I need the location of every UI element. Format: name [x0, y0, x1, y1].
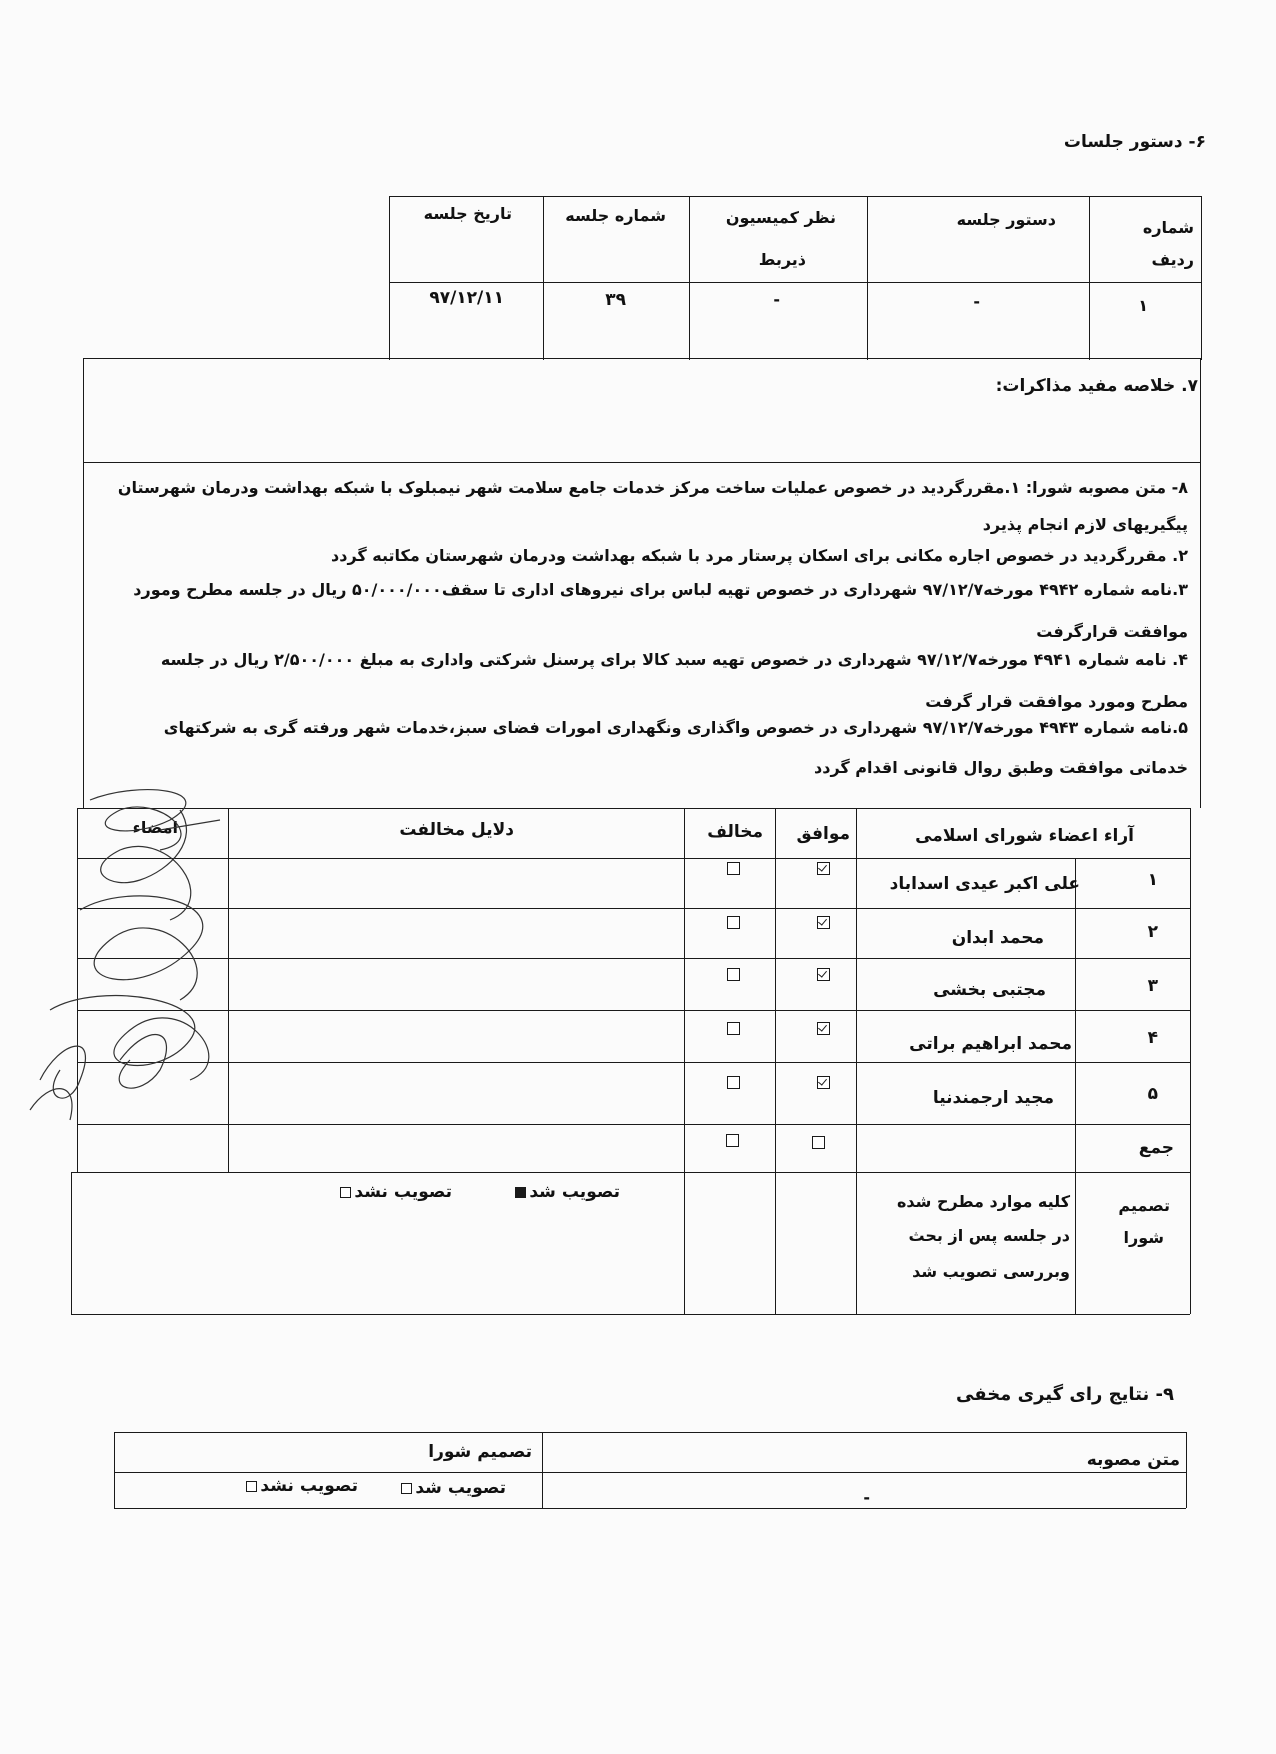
secret-approved-checkbox[interactable] [401, 1483, 412, 1494]
section7-title: ۷. خلاصه مفید مذاکرات: [995, 376, 1198, 396]
secret-approved-label: تصویب شد [415, 1478, 506, 1498]
resolution-line: ۴. نامه شماره ۴۹۴۱ مورخه۹۷/۱۲/۷ شهرداری در خصوص تهیه سبد کالا برای پرسنل شرکتی واداری به مبلغ ۲/۵۰۰/۰۰۰ ریال در جلسه [160, 650, 1188, 669]
secret-approved-option[interactable] [398, 1478, 506, 1498]
disagree-checkbox[interactable] [727, 968, 740, 981]
session-no-value: ۳۹ [605, 290, 626, 310]
approved-checkbox[interactable] [515, 1187, 526, 1198]
session-date-value: ۹۷/۱۲/۱۱ [429, 288, 504, 308]
disagree-checkbox[interactable] [727, 1076, 740, 1089]
secret-rejected-option[interactable] [243, 1476, 358, 1496]
disagree-checkbox[interactable] [727, 1022, 740, 1035]
resolution-line: ۳.نامه شماره ۴۹۴۲ مورخه۹۷/۱۲/۷ شهرداری در خصوص تهیه لباس برای نیروهای اداری تا سقف۵۰/۰۰۰/۰۰۰ ریال در جلسه مطرح ومورد [133, 580, 1188, 599]
member-no: ۴ [1147, 1028, 1158, 1048]
header-agenda: دستور جلسه [956, 210, 1056, 229]
header-session-date: تاریخ جلسه [423, 204, 512, 223]
decision-label: تصمیم [1118, 1196, 1170, 1215]
total-agree-checkbox[interactable] [812, 1136, 825, 1149]
header-committee-2: ذیربط [758, 250, 806, 269]
resolution-line: ۵.نامه شماره ۴۹۴۳ مورخه۹۷/۱۲/۷ شهرداری در خصوص واگذاری ونگهداری امورات فضای سبز،خدمات شهر ورفته گری به شرکتهای [163, 718, 1188, 737]
resolution-line: موافقت قرارگرفت [1036, 622, 1188, 641]
approved-label: تصویب شد [529, 1182, 620, 1202]
committee-value: - [773, 290, 780, 309]
agree-checkbox[interactable] [817, 968, 830, 981]
votes-header-signature: امضاء [132, 818, 178, 837]
member-name: محمد ابراهیم براتی [909, 1034, 1072, 1054]
member-name: مجید ارجمندنیا [932, 1088, 1054, 1108]
disagree-checkbox[interactable] [727, 862, 740, 875]
secret-text-header: متن مصوبه [1086, 1450, 1180, 1470]
approved-option[interactable] [512, 1182, 620, 1202]
member-no: ۱ [1147, 870, 1158, 890]
agree-checkbox[interactable] [817, 1076, 830, 1089]
header-row-no: شماره ردیف [1142, 218, 1194, 269]
section9-title: ۹- نتایج رای گیری مخفی [956, 1384, 1174, 1405]
signatures [20, 780, 250, 1180]
decision-text-line: وبررسی تصویب شد [912, 1262, 1070, 1281]
agree-checkbox[interactable] [817, 916, 830, 929]
resolution-line: پیگیریهای لازم انجام پذیرد [982, 515, 1188, 534]
votes-header-reasons: دلایل مخالفت [399, 820, 514, 840]
member-name: علی اکبر عیدی اسداباد [889, 874, 1080, 894]
agree-checkbox[interactable] [817, 862, 830, 875]
section6-title: ۶- دستور جلسات [1063, 132, 1206, 152]
row-no-value: ۱ [1138, 296, 1148, 315]
rejected-checkbox[interactable] [340, 1187, 351, 1198]
secret-decision-header: تصمیم شورا [428, 1442, 532, 1462]
disagree-checkbox[interactable] [727, 916, 740, 929]
member-name: مجتبی بخشی [933, 980, 1046, 1000]
decision-text-line: کلیه موارد مطرح شده [896, 1192, 1070, 1211]
secret-rejected-label: تصویب نشد [260, 1476, 358, 1496]
total-disagree-checkbox[interactable] [726, 1134, 739, 1147]
decision-text-line: در جلسه پس از بحث [908, 1226, 1070, 1245]
member-no: ۲ [1147, 922, 1158, 942]
agree-checkbox[interactable] [817, 1022, 830, 1035]
resolution-line: مطرح ومورد موافقت قرار گرفت [925, 692, 1188, 711]
member-no: ۵ [1147, 1084, 1158, 1104]
header-committee: نظر کمیسیون [725, 208, 836, 227]
votes-header-members: آراء اعضاء شورای اسلامی [915, 826, 1134, 846]
decision-label-2: شورا [1123, 1228, 1164, 1247]
rejected-option[interactable] [337, 1182, 452, 1202]
resolution-line: ۸- متن مصوبه شورا: ۱.مقررگردید در خصوص عملیات ساخت مرکز خدمات جامع سلامت شهر نیمبلوک با شبکه بهداشت ودرمان شهرستان [117, 478, 1188, 497]
votes-header-agree: موافق [796, 824, 850, 844]
resolution-line: خدماتی موافقت وطبق روال قانونی اقدام گردد [814, 758, 1188, 777]
agenda-value: - [973, 292, 980, 311]
rejected-label: تصویب نشد [354, 1182, 452, 1202]
resolution-line: ۲. مقررگردید در خصوص اجاره مکانی برای اسکان پرستار مرد با شبکه بهداشت ودرمان شهرستان مکاتبه گردد [331, 546, 1188, 565]
total-label: جمع [1138, 1138, 1174, 1158]
member-name: محمد ابدان [951, 928, 1044, 948]
member-no: ۳ [1147, 976, 1158, 996]
header-session-no: شماره جلسه [565, 206, 666, 225]
secret-text-value: - [863, 1488, 870, 1507]
votes-header-disagree: مخالف [707, 822, 763, 842]
secret-rejected-checkbox[interactable] [246, 1481, 257, 1492]
